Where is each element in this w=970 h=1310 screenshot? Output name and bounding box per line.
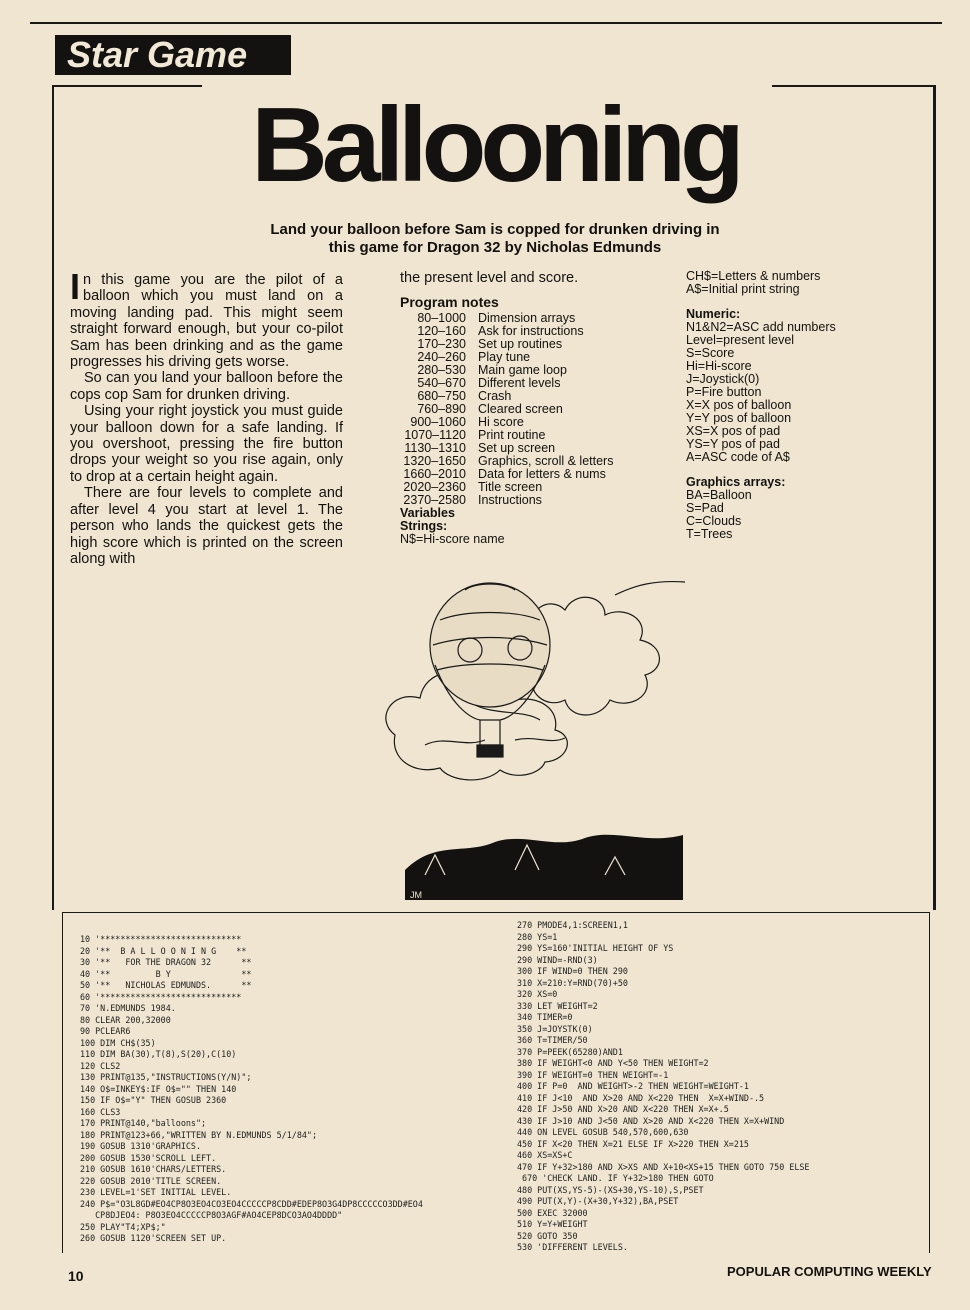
body-column-1 (70, 266, 343, 567)
drop-cap: I (70, 266, 81, 307)
article-frame-top-left (52, 85, 202, 87)
section-tag: Star Game (55, 35, 291, 75)
variables-label: Variables (400, 506, 455, 520)
numeric-variable: N1&N2=ASC add numbers (686, 320, 836, 334)
line-range: 120–160 (417, 324, 466, 338)
line-description: Data for letters & nums (478, 467, 606, 481)
variables-column (686, 270, 916, 541)
line-range: 680–750 (417, 389, 466, 403)
standfirst: Land your balloon before Sam is copped for drunken driving in this game for Dragon 32 by Nicholas Edmunds (270, 221, 720, 256)
code-listing-left: 10 '**************************** 20 '** B A L L O O N I N G ** 30 '** FOR THE DRAGON 32 ** 40 '** B Y ** 50 '** NICHOLAS EDMUNDS. ** 60 '**************************** 70 'N.EDMUNDS 1984. 80 CLEAR 200,32000 90 PCLEAR6 100 DIM CH$(35) 110 DIM BA(30),T(8),S(20),C(10) 120 CLS2 130 PRINT@135,"INSTRUCTIONS(Y/N)"; 140 O$=INKEY$:IF O$="" THEN 140 150 IF O$="Y" THEN GOSUB 2360 160 CLS3 170 PRINT@140,"balloons"; 180 PRINT@123+66,"WRITTEN BY N.EDMUNDS 5/1/84"; 190 GOSUB 1310'GRAPHICS. 200 GOSUB 1530'SCROLL LEFT. 210 GOSUB 1610'CHARS/LETTERS. 220 GOSUB 2010'TITLE SCREEN. 230 LEVEL=1'SET INITIAL LEVEL. 240 P$="O3L8GD#EO4CP8O3EO4CO3EO4CCCCCP8CDD#EDEP8O3G4DP8CCCCCO3DD#EO4 CP8DJEO4: P8O3EO4CCCCCP8O3AGF#AO4CEP8DCO3AO4DDDD" 250 PLAY"T4;XP$;" 260 GOSUB 1120'SCREEN SET UP. (80, 934, 423, 1243)
program-notes-list (400, 312, 660, 507)
numeric-variable: A=ASC code of A$ (686, 450, 790, 464)
graphics-arrays-label: Graphics arrays: (686, 475, 786, 489)
line-range: 540–670 (417, 376, 466, 390)
line-range: 1660–2010 (403, 467, 466, 481)
line-description: Crash (478, 389, 512, 403)
graphics-array: T=Trees (686, 527, 733, 541)
line-description: Set up screen (478, 441, 556, 455)
page-number: 10 (68, 1268, 84, 1284)
line-range: 900–1060 (410, 415, 466, 429)
body-paragraph-1: In this game you are the pilot of a balloon which you must land on a moving landing pad. This might seem straight forward enough, but your co-pilot Sam has been drinking and as the game progresses his driving gets worse. (70, 266, 343, 371)
line-range: 80–1000 (417, 311, 466, 325)
publication-footer: POPULAR COMPUTING WEEKLY (727, 1264, 932, 1279)
string-variable: CH$=Letters & numbers (686, 269, 821, 283)
line-description: Different levels (478, 376, 561, 390)
balloon-illustration (365, 570, 715, 905)
strings-label: Strings: (400, 519, 448, 533)
numeric-variable-list (686, 321, 916, 464)
line-description: Print routine (478, 428, 546, 442)
program-notes-title: Program notes (400, 294, 499, 310)
line-description: Dimension arrays (478, 311, 576, 325)
graphics-array: BA=Balloon (686, 488, 752, 502)
line-range: 1070–1120 (404, 428, 466, 442)
numeric-variable: P=Fire button (686, 385, 762, 399)
body-paragraph-5: the present level and score. (400, 270, 579, 286)
article-frame-right (933, 85, 936, 910)
line-description: Play tune (478, 350, 531, 364)
line-range: 170–230 (417, 337, 466, 351)
body-paragraph-3: Using your right joystick you must guide your balloon down for a safe landing. If you overshoot, pressing the fire button drops your weight so you rise again, only to drop at a certain height again. (70, 403, 343, 485)
graphics-array: S=Pad (686, 501, 724, 515)
top-rule (30, 22, 942, 24)
body-paragraph-4: There are four levels to complete and after level 4 you start at level 1. The person who lands the quickest gets the high score which is printed on the screen along with (70, 485, 343, 567)
numeric-variable: Level=present level (686, 333, 795, 347)
illustration-signature: JM (410, 890, 422, 900)
program-notes-column (400, 270, 660, 546)
line-description: Instructions (478, 493, 542, 507)
graphics-array-list (686, 489, 916, 541)
line-description: Cleared screen (478, 402, 563, 416)
string-variable: N$=Hi-score name (400, 532, 505, 546)
line-range: 1320–1650 (403, 454, 466, 468)
line-description: Main game loop (478, 363, 567, 377)
line-description: Graphics, scroll & letters (478, 454, 614, 468)
line-range: 240–260 (417, 350, 466, 364)
body-paragraph-2: So can you land your balloon before the cops cop Sam for drunken driving. (70, 370, 343, 403)
article-frame-top-right (772, 85, 934, 87)
numeric-variable: X=X pos of balloon (686, 398, 792, 412)
code-listing-right: 270 PMODE4,1:SCREEN1,1 280 YS=1 290 YS=160'INITIAL HEIGHT OF YS 290 WIND=-RND(3) 300 IF WIND=0 THEN 290 310 X=210:Y=RND(70)+50 320 XS=0 330 LET WEIGHT=2 340 TIMER=0 350 J=JOYSTK(0) 360 T=TIMER/50 370 P=PEEK(65280)AND1 380 IF WEIGHT<0 AND Y<50 THEN WEIGHT=2 390 IF WEIGHT=0 THEN WEIGHT=-1 400 IF P=0 AND WEIGHT>-2 THEN WEIGHT=WEIGHT-1 410 IF J<10 AND X>20 AND X<220 THEN X=X+WIND-.5 420 IF J>50 AND X>20 AND X<220 THEN X=X+.5 430 IF J>10 AND J<50 AND X>20 AND X<220 THEN X=X+WIND 440 ON LEVEL GOSUB 540,570,600,630 450 IF X<20 THEN X=21 ELSE IF X>220 THEN X=215 460 XS=XS+C 470 IF Y+32>180 AND X>XS AND X+10<XS+15 THEN GOTO 750 ELSE 670 'CHECK LAND. IF Y+32>180 THEN GOTO 480 PUT(XS,YS-5)-(XS+30,YS-10),S,PSET 490 PUT(X,Y)-(X+30,Y+32),BA,PSET 500 EXEC 32000 510 Y=Y+WEIGHT 520 GOTO 350 530 'DIFFERENT LEVELS. (517, 920, 810, 1252)
line-description: Set up routines (478, 337, 563, 351)
line-range: 2020–2360 (403, 480, 466, 494)
numeric-variable: YS=Y pos of pad (686, 437, 780, 451)
headline: Ballooning (251, 86, 739, 204)
numeric-variable: XS=X pos of pad (686, 424, 781, 438)
line-description: Hi score (478, 415, 524, 429)
string-variable: A$=Initial print string (686, 282, 800, 296)
numeric-variable: S=Score (686, 346, 735, 360)
line-range: 760–890 (417, 402, 466, 416)
line-range: 1130–1310 (404, 441, 466, 455)
line-description: Ask for instructions (478, 324, 584, 338)
numeric-variable: Hi=Hi-score (686, 359, 752, 373)
numeric-label: Numeric: (686, 307, 741, 321)
line-range: 280–530 (417, 363, 466, 377)
line-range: 2370–2580 (403, 493, 466, 507)
numeric-variable: J=Joystick(0) (686, 372, 760, 386)
line-description: Title screen (478, 480, 543, 494)
numeric-variable: Y=Y pos of balloon (686, 411, 792, 425)
graphics-array: C=Clouds (686, 514, 742, 528)
